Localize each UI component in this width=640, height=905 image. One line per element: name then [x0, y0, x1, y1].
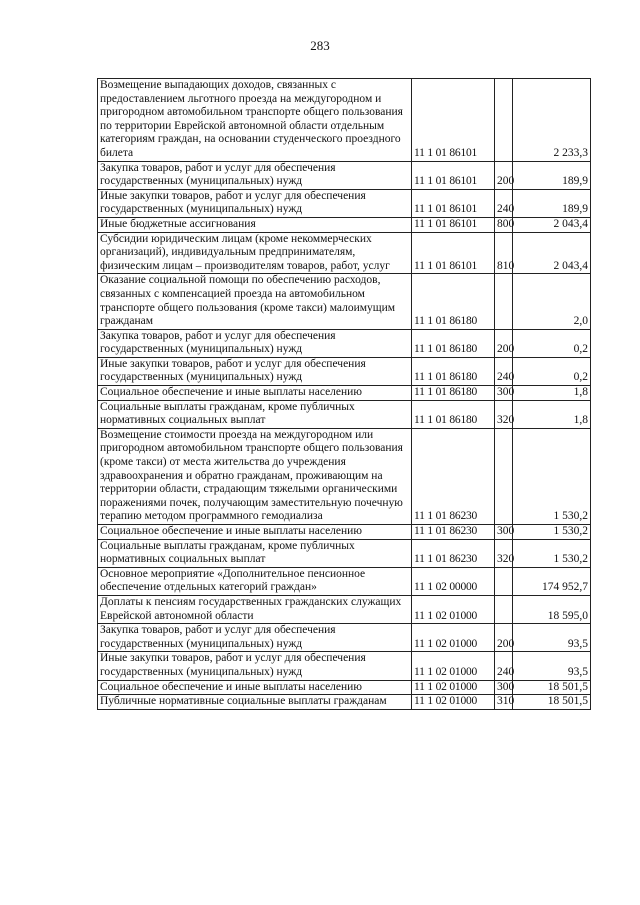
expense-type-cell [495, 274, 513, 329]
expense-name-cell: Закупка товаров, работ и услуг для обеспечения государственных (муниципальных) нужд [98, 329, 412, 357]
expense-type-cell: 810 [495, 232, 513, 274]
expense-name-cell: Основное мероприятие «Дополнительное пенсионное обеспечение отдельных категорий граждан» [98, 567, 412, 595]
budget-table [97, 78, 591, 710]
expense-type-cell: 300 [495, 386, 513, 401]
table-row [98, 79, 591, 162]
table-row [98, 680, 591, 695]
table-row [98, 525, 591, 540]
target-code-cell: 11 1 01 86180 [412, 329, 495, 357]
expense-type-cell [495, 595, 513, 623]
target-code-cell: 11 1 01 86101 [412, 189, 495, 217]
table-row [98, 624, 591, 652]
table-row [98, 329, 591, 357]
expense-name-cell: Доплаты к пенсиям государственных гражданских служащих Еврейской автономной области [98, 595, 412, 623]
table-row [98, 428, 591, 524]
table-row [98, 539, 591, 567]
table-row [98, 652, 591, 680]
expense-type-cell: 320 [495, 400, 513, 428]
expense-name-cell: Субсидии юридическим лицам (кроме некоммерческих организаций), индивидуальным предпринимателям, физическим лицам – производителям товаров, работ, услуг [98, 232, 412, 274]
table-row [98, 695, 591, 710]
expense-type-cell: 800 [495, 217, 513, 232]
amount-cell: 174 952,7 [513, 567, 591, 595]
expense-type-cell: 240 [495, 357, 513, 385]
target-code-cell: 11 1 01 86101 [412, 79, 495, 162]
expense-type-cell: 240 [495, 189, 513, 217]
expense-type-cell: 300 [495, 525, 513, 540]
table-row [98, 357, 591, 385]
amount-cell: 189,9 [513, 161, 591, 189]
target-code-cell: 11 1 02 00000 [412, 567, 495, 595]
target-code-cell: 11 1 01 86101 [412, 232, 495, 274]
amount-cell: 1 530,2 [513, 539, 591, 567]
amount-cell: 2,0 [513, 274, 591, 329]
target-code-cell: 11 1 02 01000 [412, 624, 495, 652]
expense-name-cell: Возмещение выпадающих доходов, связанных с предоставлением льготного проезда на междугородном и пригородном автомобильном транспорте общего пользования по территории Еврейской автономной области отдельным категориям граждан, на основании студенческого проездного билета [98, 79, 412, 162]
target-code-cell: 11 1 01 86180 [412, 400, 495, 428]
target-code-cell: 11 1 02 01000 [412, 595, 495, 623]
amount-cell: 2 233,3 [513, 79, 591, 162]
amount-cell: 1 530,2 [513, 428, 591, 524]
expense-type-cell [495, 567, 513, 595]
amount-cell: 189,9 [513, 189, 591, 217]
target-code-cell: 11 1 01 86101 [412, 161, 495, 189]
target-code-cell: 11 1 02 01000 [412, 695, 495, 710]
target-code-cell: 11 1 02 01000 [412, 652, 495, 680]
amount-cell: 2 043,4 [513, 217, 591, 232]
expense-name-cell: Социальное обеспечение и иные выплаты населению [98, 680, 412, 695]
expense-name-cell: Иные бюджетные ассигнования [98, 217, 412, 232]
amount-cell: 18 501,5 [513, 695, 591, 710]
expense-name-cell: Социальные выплаты гражданам, кроме публичных нормативных социальных выплат [98, 400, 412, 428]
expense-type-cell: 310 [495, 695, 513, 710]
amount-cell: 93,5 [513, 652, 591, 680]
amount-cell: 1,8 [513, 386, 591, 401]
expense-type-cell [495, 79, 513, 162]
expense-name-cell: Иные закупки товаров, работ и услуг для обеспечения государственных (муниципальных) нужд [98, 189, 412, 217]
expense-type-cell: 240 [495, 652, 513, 680]
amount-cell: 1 530,2 [513, 525, 591, 540]
target-code-cell: 11 1 01 86180 [412, 274, 495, 329]
expense-name-cell: Иные закупки товаров, работ и услуг для обеспечения государственных (муниципальных) нужд [98, 652, 412, 680]
target-code-cell: 11 1 02 01000 [412, 680, 495, 695]
amount-cell: 0,2 [513, 329, 591, 357]
table-row [98, 274, 591, 329]
amount-cell: 2 043,4 [513, 232, 591, 274]
expense-type-cell [495, 428, 513, 524]
expense-name-cell: Возмещение стоимости проезда на междугородном или пригородном автомобильном транспорте общего пользования (кроме такси) от места жительства до учреждения здравоохранения и обратно гражданам, проживающим на территории области, страдающим тяжелыми органическими поражениями почек, получающим заместительную почечную терапию методом программного гемодиализа [98, 428, 412, 524]
amount-cell: 18 595,0 [513, 595, 591, 623]
table-row [98, 386, 591, 401]
expense-type-cell: 200 [495, 624, 513, 652]
expense-name-cell: Иные закупки товаров, работ и услуг для обеспечения государственных (муниципальных) нужд [98, 357, 412, 385]
expense-name-cell: Закупка товаров, работ и услуг для обеспечения государственных (муниципальных) нужд [98, 624, 412, 652]
target-code-cell: 11 1 01 86101 [412, 217, 495, 232]
target-code-cell: 11 1 01 86230 [412, 539, 495, 567]
amount-cell: 18 501,5 [513, 680, 591, 695]
budget-table-body [98, 79, 591, 710]
target-code-cell: 11 1 01 86180 [412, 357, 495, 385]
expense-type-cell: 300 [495, 680, 513, 695]
table-row [98, 189, 591, 217]
table-row [98, 232, 591, 274]
table-row [98, 161, 591, 189]
expense-name-cell: Социальное обеспечение и иные выплаты населению [98, 386, 412, 401]
amount-cell: 1,8 [513, 400, 591, 428]
expense-type-cell: 320 [495, 539, 513, 567]
target-code-cell: 11 1 01 86180 [412, 386, 495, 401]
table-row [98, 567, 591, 595]
expense-type-cell: 200 [495, 161, 513, 189]
table-row [98, 400, 591, 428]
expense-name-cell: Социальные выплаты гражданам, кроме публичных нормативных социальных выплат [98, 539, 412, 567]
amount-cell: 93,5 [513, 624, 591, 652]
page-number: 283 [310, 38, 330, 53]
expense-type-cell: 200 [495, 329, 513, 357]
table-row [98, 595, 591, 623]
target-code-cell: 11 1 01 86230 [412, 525, 495, 540]
expense-name-cell: Публичные нормативные социальные выплаты гражданам [98, 695, 412, 710]
expense-name-cell: Оказание социальной помощи по обеспечению расходов, связанных с компенсацией проезда на автомобильном транспорте общего пользования (кроме такси) малоимущим гражданам [98, 274, 412, 329]
amount-cell: 0,2 [513, 357, 591, 385]
table-row [98, 217, 591, 232]
target-code-cell: 11 1 01 86230 [412, 428, 495, 524]
expense-name-cell: Закупка товаров, работ и услуг для обеспечения государственных (муниципальных) нужд [98, 161, 412, 189]
expense-name-cell: Социальное обеспечение и иные выплаты населению [98, 525, 412, 540]
